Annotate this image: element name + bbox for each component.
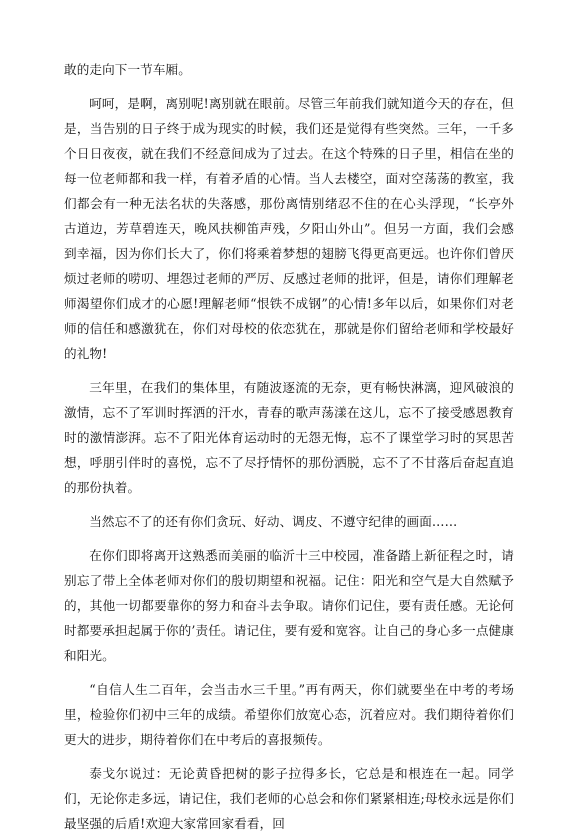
paragraph-farewell: 呵呵，是啊，离别呢!离别就在眼前。尽管三年前我们就知道今天的存在，但是，当告别的日子终于成为现实的时候，我们还是觉得有些突然。三年，一千多个日日夜夜，就在我们不经意间成为了过去。在这个特殊的日子里，相信在坐的每一位老师都和我一样，有着矛盾的心情。当人去楼空，面对空荡荡的教室，我们都会有一种无法名状的失落感，那份离情别绪忍不住的在心头浮现，“长亭外古道边，芳草碧连天，晚风扶柳笛声残，夕阳山外山”。但另一方面，我们会感到幸福，因为你们长大了，你们将乘着梦想的翅膀飞得更高更远。也许你们曾厌烦过老师的唠叨、埋怨过老师的严厉、反感过老师的批评，但是，请你们理解老师渴望你们成才的心愿!理解老师“恨铁不成钢”的心情!多年以后，如果你们对老师的信任和感激犹在，你们对母校的依恋犹在，那就是你们留给老师和学校最好的礼物! [64, 96, 514, 361]
paragraph-memories: 三年里，在我们的集体里，有随波逐流的无奈，更有畅快淋漓，迎风破浪的激情，忘不了军训时挥洒的汗水，青春的歌声荡漾在这儿，忘不了接受感恩教育时的激情澎湃。忘不了阳光体育运动时的无怨无悔，忘不了课堂学习时的冥思苦想，呼朋引伴时的喜悦，忘不了尽抒情怀的那份洒脱，忘不了不甘落后奋起直追的那份执着。 [64, 380, 514, 495]
paragraph-expectations: 在你们即将离开这熟悉而美丽的临沂十三中校园，准备踏上新征程之时，请别忘了带上全体老师对你们的殷切期望和祝福。记住：阳光和空气是大自然赋予的，其他一切都要靠你的努力和奋斗去争取。请你们记住，要有责任感。无论何时都要承担起属于你的’责任。请记住，要有爱和宽容。让自己的身心多一点健康和阳光。 [64, 548, 514, 663]
paragraph-continuation: 敢的走向下一节车厢。 [64, 62, 191, 77]
paragraph-exam: “自信人生二百年，会当击水三千里。”再有两天，你们就要坐在中考的考场里，检验你们初中三年的成绩。希望你们放宽心态，沉着应对。我们期待着你们更大的进步，期待着你们在中考后的喜报频传。 [64, 682, 514, 747]
paragraph-playful: 当然忘不了的还有你们贪玩、好动、调皮、不遵守纪律的画面…… [89, 514, 458, 529]
paragraph-tagore: 泰戈尔说过：无论黄昏把树的影子拉得多长，它总是和根连在一起。同学们，无论你走多远，请记住，我们老师的心总会和你们紧紧相连;母校永远是你们最坚强的后盾!欢迎大家常回家看看，回 [64, 766, 514, 831]
